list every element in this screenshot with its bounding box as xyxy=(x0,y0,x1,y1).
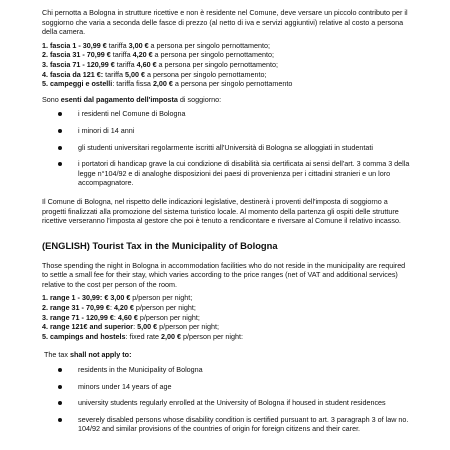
bullet-icon xyxy=(58,368,62,372)
it-rate-line: 5. campeggi e ostelli: tariffa fissa 2,00 € a persona per singolo pernottamento xyxy=(42,79,293,89)
list-item: i portatori di handicap grave la cui condizione di disabilità sia certificata ai sensi dell'art. 3 comma 3 della legge n°104/92 e di analoghe disposizioni dei paesi di provenienza per i cittadini stranieri e un loro accompagnatore. xyxy=(42,159,410,188)
bullet-icon xyxy=(58,112,62,116)
it-exempt-intro: Sono esenti dal pagamento dell'imposta di soggiorno: xyxy=(42,94,222,104)
en-rate-list xyxy=(42,293,410,341)
en-rate-line: 5. campings and hostels: fixed rate 2,00 € p/person per night: xyxy=(42,331,243,341)
en-rate-line: 2. range 31 - 70,99 €: 4,20 € p/person per night; xyxy=(42,303,196,313)
it-rate-line: 3. fascia 71 - 120,99 € tariffa 4,60 € a persona per singolo pernottamento; xyxy=(42,59,279,69)
it-closing-paragraph: Il Comune di Bologna, nel rispetto delle indicazioni legislative, destinerà i proventi dell'imposta di soggiorno a progetti finalizzati alla promozione del sistema turistico locale. Al momento della partenza gli ospiti delle strutture ricettive verseranno l'imposta al gestore che poi è tenuto a rendicontare e riversare al Comune il relativo incasso. xyxy=(42,196,401,226)
bullet-icon xyxy=(58,129,62,133)
list-item: i minori di 14 anni xyxy=(42,126,410,136)
list-item: residents in the Municipality of Bologna xyxy=(42,365,410,375)
bullet-icon xyxy=(58,401,62,405)
list-item: university students regularly enrolled at the University of Bologna if housed in student residences xyxy=(42,398,410,408)
en-exempt-list xyxy=(42,365,410,434)
it-intro-paragraph: Chi pernotta a Bologna in strutture ricettive e non è residente nel Comune, deve versare un piccolo contributo per il soggiorno che varia a seconda delle fasce di prezzo (al netto di iva e servizi aggiuntivi) relative al costo a persona della camera. xyxy=(42,8,408,37)
document-page xyxy=(42,8,410,434)
it-exempt-list xyxy=(42,109,410,188)
bullet-icon xyxy=(58,162,62,166)
en-tax-intro: The tax shall not apply to: xyxy=(44,350,132,360)
list-item: gli studenti universitari regolarmente iscritti all'Università di Bologna se alloggiati in studentati xyxy=(42,143,410,153)
list-item: i residenti nel Comune di Bologna xyxy=(42,109,410,119)
it-rate-line: 2. fascia 31 - 70,99 € tariffa 4,20 € a persona per singolo pernottamento; xyxy=(42,50,275,60)
it-rate-list xyxy=(42,41,410,89)
english-section-heading: (ENGLISH) Tourist Tax in the Municipality of Bologna xyxy=(42,239,278,251)
en-rate-line: 4. range 121€ and superior: 5,00 € p/person per night; xyxy=(42,322,220,332)
en-rate-line: 1. range 1 - 30,99: € 3,00 € p/person per night; xyxy=(42,293,193,303)
bullet-icon xyxy=(58,146,62,150)
it-rate-line: 4. fascia da 121 €: tariffa 5,00 € a persona per singolo pernottamento; xyxy=(42,69,267,79)
bullet-icon xyxy=(58,418,62,422)
en-rate-line: 3. range 71 - 120,99 €: 4,60 € p/person per night; xyxy=(42,312,200,322)
it-rate-line: 1. fascia 1 - 30,99 € tariffa 3,00 € a persona per singolo pernottamento; xyxy=(42,40,271,50)
list-item: severely disabled persons whose disability condition is certified pursuant to art. 3 paragraph 3 of law no. 104/92 and similar provisions of the countries of origin for foreign citizens and their carer. xyxy=(42,415,410,434)
bullet-icon xyxy=(58,385,62,389)
en-intro-paragraph: Those spending the night in Bologna in accommodation facilities who do not reside in the municipality are required to settle a small fee for their stay, which varies according to the price ranges (net of VAT and additional services) relative to the cost per person of the room. xyxy=(42,260,406,289)
list-item: minors under 14 years of age xyxy=(42,382,410,392)
